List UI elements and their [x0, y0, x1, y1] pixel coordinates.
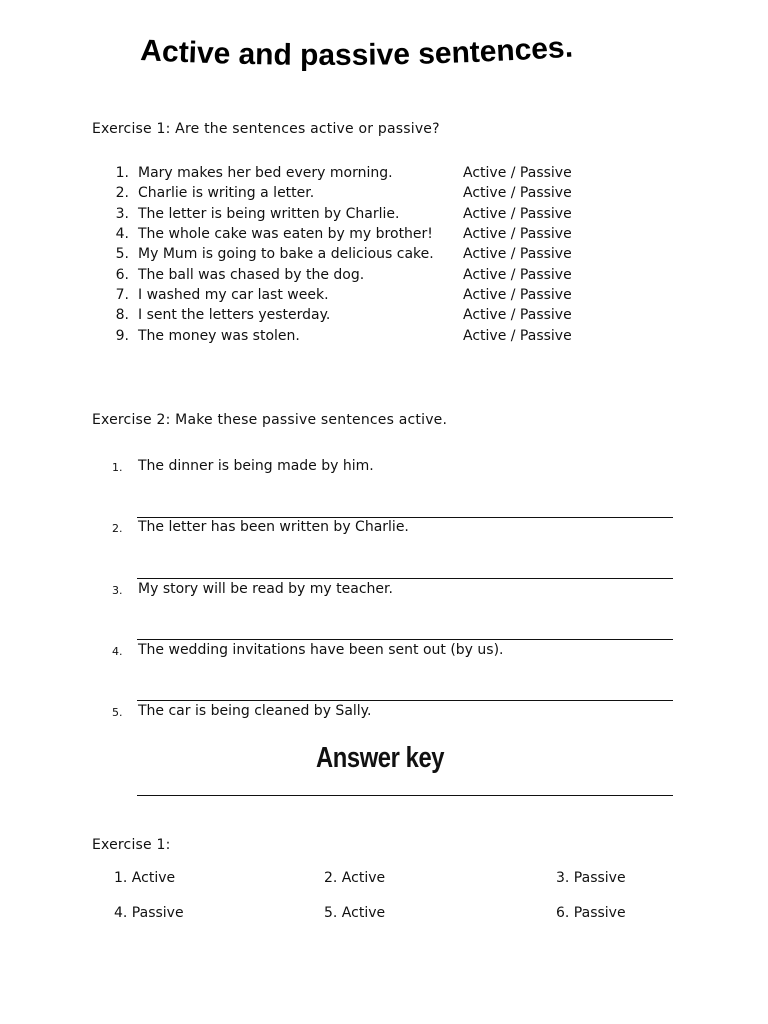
- exercise1-item: [112, 183, 612, 203]
- answer-key-cell: 4. Passive: [114, 905, 184, 921]
- item-number: 8.: [115, 307, 129, 324]
- item-sentence: My story will be read by my teacher.: [138, 580, 393, 597]
- item-sentence: I washed my car last week.: [138, 286, 329, 303]
- item-number: 3.: [115, 205, 129, 222]
- answer-key-row: [114, 870, 674, 905]
- item-number: 5.: [112, 706, 123, 720]
- active-passive-choice[interactable]: Active / Passive: [463, 226, 572, 243]
- item-number: 6.: [115, 266, 129, 283]
- answer-line-4[interactable]: [137, 700, 673, 701]
- item-sentence: Charlie is writing a letter.: [138, 185, 315, 202]
- answer-key-row: [114, 905, 674, 940]
- exercise1-item: [112, 305, 612, 325]
- answer-key-grid: [114, 870, 674, 940]
- item-number: 9.: [115, 327, 129, 344]
- exercise1-item: [112, 285, 612, 305]
- answer-key-cell: 3. Passive: [556, 870, 626, 886]
- answer-line-1[interactable]: [137, 517, 673, 518]
- active-passive-choice[interactable]: Active / Passive: [463, 307, 572, 324]
- item-number: 1.: [115, 165, 129, 182]
- answer-line-3[interactable]: [137, 639, 673, 640]
- item-number: 7.: [115, 286, 129, 303]
- worksheet-title-path: Active and passive sentences.: [139, 30, 574, 72]
- active-passive-choice[interactable]: Active / Passive: [463, 266, 572, 283]
- exercise2-heading: Exercise 2: Make these passive sentences active.: [92, 412, 448, 428]
- item-number: 3.: [112, 583, 123, 597]
- answer-key-cell: 6. Passive: [556, 905, 626, 921]
- active-passive-choice[interactable]: Active / Passive: [463, 205, 572, 222]
- active-passive-choice[interactable]: Active / Passive: [463, 327, 572, 344]
- item-sentence: The letter is being written by Charlie.: [138, 205, 400, 222]
- answer-key-cell: 1. Active: [114, 870, 176, 886]
- worksheet-title-text: [140, 31, 574, 72]
- exercise2-item: [112, 642, 692, 703]
- item-sentence: The car is being cleaned by Sally.: [138, 703, 372, 720]
- exercise1-item: [112, 244, 612, 264]
- item-number: 2.: [112, 522, 123, 536]
- item-sentence: The wedding invitations have been sent out (by us).: [138, 641, 504, 658]
- item-sentence: The letter has been written by Charlie.: [138, 519, 409, 536]
- exercise1-item: [112, 163, 612, 183]
- answer-line-5[interactable]: [137, 795, 673, 796]
- exercise1-item: [112, 224, 612, 244]
- item-sentence: Mary makes her bed every morning.: [138, 165, 393, 182]
- item-sentence: The dinner is being made by him.: [138, 458, 374, 474]
- item-number: 4.: [112, 644, 123, 658]
- active-passive-choice[interactable]: Active / Passive: [463, 286, 572, 303]
- item-sentence: I sent the letters yesterday.: [138, 307, 331, 324]
- exercise2-item: [112, 519, 692, 580]
- exercise2-item: [112, 581, 692, 642]
- item-number: 4.: [115, 226, 129, 243]
- worksheet-title-art: [138, 30, 678, 84]
- active-passive-choice[interactable]: Active / Passive: [463, 165, 572, 182]
- active-passive-choice[interactable]: Active / Passive: [463, 246, 572, 263]
- answer-key-title: Answer key: [316, 742, 445, 774]
- answer-line-2[interactable]: [137, 578, 673, 579]
- answer-key-heading: Exercise 1:: [92, 837, 171, 853]
- item-number: 5.: [115, 246, 129, 263]
- item-sentence: The money was stolen.: [138, 327, 300, 344]
- item-sentence: The whole cake was eaten by my brother!: [138, 226, 433, 243]
- exercise1-item: [112, 204, 612, 224]
- item-number: 2.: [115, 185, 129, 202]
- exercise1-heading: Exercise 1: Are the sentences active or passive?: [92, 121, 440, 137]
- item-sentence: The ball was chased by the dog.: [138, 266, 365, 283]
- active-passive-choice[interactable]: Active / Passive: [463, 185, 572, 202]
- answer-key-cell: 5. Active: [324, 905, 386, 921]
- item-number: 1.: [112, 461, 123, 474]
- exercise1-item: [112, 264, 612, 284]
- exercise2-list: [112, 458, 692, 764]
- worksheet-title: [138, 30, 678, 84]
- exercise1-item: [112, 325, 612, 345]
- exercise2-item: [112, 458, 692, 519]
- exercise1-list: [112, 163, 612, 346]
- answer-key-cell: 2. Active: [324, 870, 386, 886]
- item-sentence: My Mum is going to bake a delicious cake.: [138, 246, 434, 263]
